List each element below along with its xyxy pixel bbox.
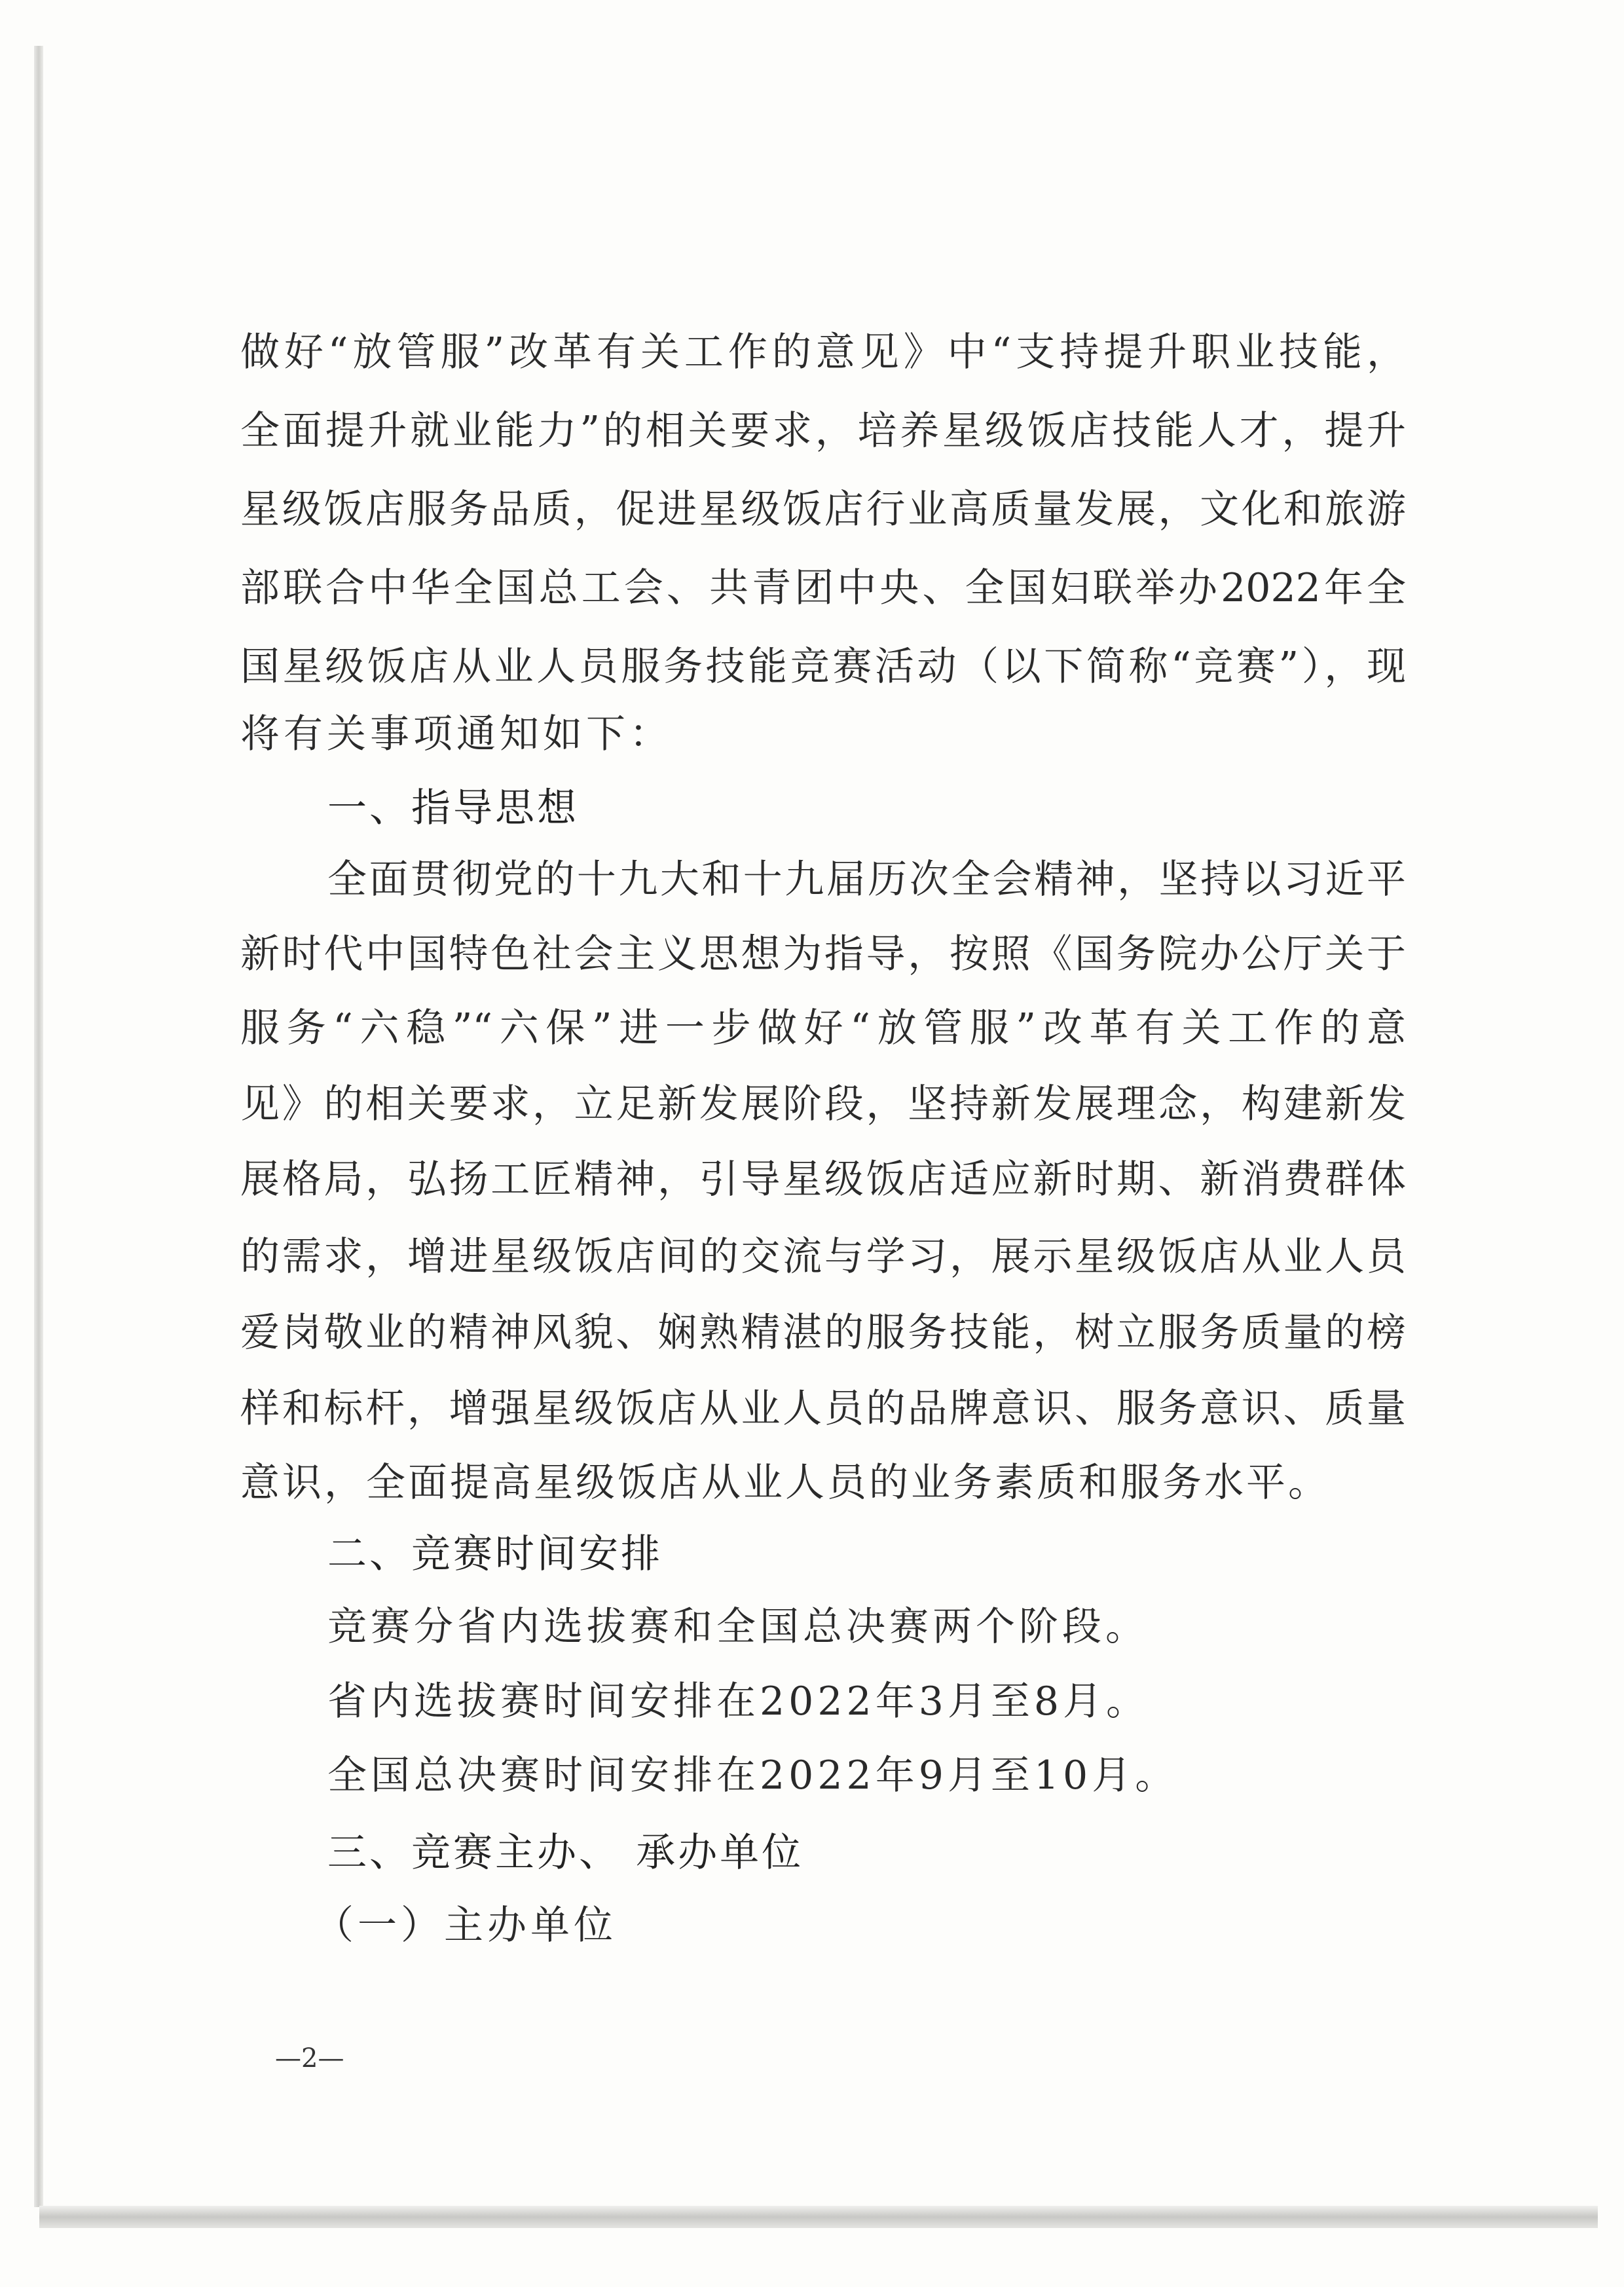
page-number: —2— — [275, 2043, 344, 2073]
body-line: 新时代中国特色社会主义思想为指导，按照《国务院办公厅关于 — [240, 931, 1406, 977]
body-line: 省内选拔赛时间安排在2022年3月至8月。 — [327, 1679, 1150, 1724]
body-line: 样和标杆，增强星级饭店从业人员的品牌意识、服务意识、质量 — [240, 1386, 1406, 1432]
body-line: 全面提升就业能力”的相关要求，培养星级饭店技能人才，提升 — [240, 408, 1406, 454]
body-line: 服务“六稳”“六保”进一步做好“放管服”改革有关工作的意 — [240, 1005, 1406, 1051]
section-heading: 二、竞赛时间安排 — [327, 1531, 663, 1577]
body-line: 全国总决赛时间安排在2022年9月至10月。 — [327, 1753, 1179, 1798]
body-line: 爱岗敬业的精神风貌、娴熟精湛的服务技能，树立服务质量的榜 — [240, 1310, 1406, 1356]
body-line: 全面贯彻党的十九大和十九届历次全会精神，坚持以习近平 — [327, 857, 1406, 902]
body-line: 做好“放管服”改革有关工作的意见》中“支持提升职业技能， — [240, 329, 1406, 375]
scan-edge-left — [34, 46, 43, 2207]
body-line: 将有关事项通知如下： — [240, 711, 673, 757]
body-line: 国星级饭店从业人员服务技能竞赛活动（以下简称“竞赛”），现 — [240, 644, 1406, 690]
body-line: 竞赛分省内选拔赛和全国总决赛两个阶段。 — [327, 1604, 1149, 1650]
body-line: 星级饭店服务品质，促进星级饭店行业高质量发展，文化和旅游 — [240, 487, 1406, 532]
sub-heading: （一）主办单位 — [314, 1903, 617, 1948]
body-line: 见》的相关要求，立足新发展阶段，坚持新发展理念，构建新发 — [240, 1081, 1406, 1127]
section-heading: 三、竞赛主办、 承办单位 — [327, 1830, 804, 1876]
body-line: 展格局，弘扬工匠精神，引导星级饭店适应新时期、新消费群体 — [240, 1157, 1406, 1202]
body-line: 部联合中华全国总工会、共青团中央、全国妇联举办2022年全 — [240, 565, 1406, 611]
body-line: 的需求，增进星级饭店间的交流与学习，展示星级饭店从业人员 — [240, 1234, 1406, 1280]
section-heading: 一、指导思想 — [327, 785, 579, 831]
body-line: 意识，全面提高星级饭店从业人员的业务素质和服务水平。 — [240, 1460, 1330, 1506]
scan-edge-bottom — [39, 2206, 1598, 2228]
